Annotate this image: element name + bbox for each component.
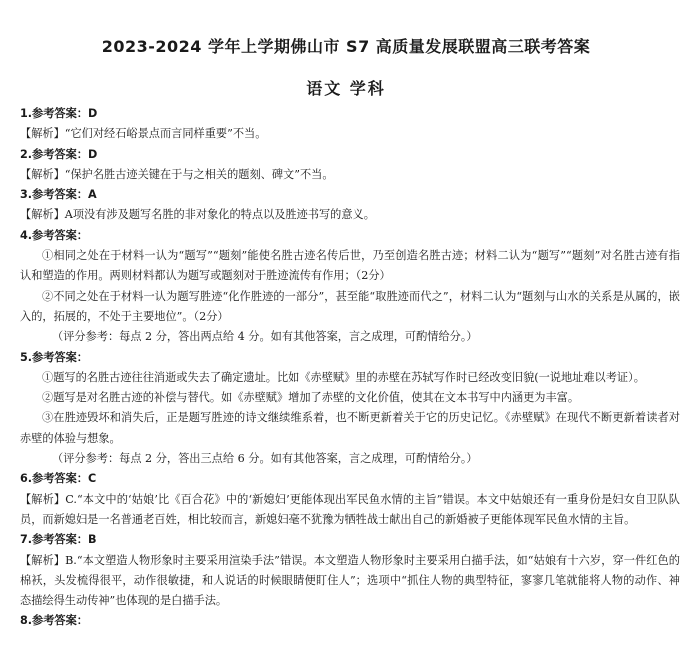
q4-point-1: ①相同之处在于材料一认为“题写”“题刻”能使名胜古迹名传后世，乃至创造名胜古迹；材料二认为“题写”“题刻”对名胜古迹有指认和塑造的作用。两则材料都认为题写或题刻对于胜迹流传有作用；（2分） — [20, 249, 680, 283]
document-subtitle: 语文 学科 — [306, 79, 386, 98]
q4-answer: 4.参考答案： — [20, 228, 88, 242]
q8-answer: 8.参考答案： — [20, 614, 88, 628]
document-title: 2023-2024 学年上学期佛山市 S7 高质量发展联盟高三联考答案 — [101, 37, 591, 56]
q5-point-2: ②题写是对名胜古迹的补偿与替代。如《赤壁赋》增加了赤壁的文化价值，使其在文本书写中内涵更为丰富。 — [42, 391, 580, 405]
q5-answer: 5.参考答案： — [20, 350, 88, 364]
q3-answer: 3.参考答案：A — [20, 188, 97, 202]
q3-analysis: 【解析】A项没有涉及题写名胜的非对象化的特点以及胜迹书写的意义。 — [20, 208, 375, 222]
q1-analysis: 【解析】“它们对经石峪景点而言同样重要”不当。 — [20, 127, 267, 141]
q7-answer: 7.参考答案：B — [20, 533, 97, 547]
q5-point-1: ①题写的名胜古迹往往消逝或失去了确定遗址。比如《赤壁赋》里的赤壁在苏轼写作时已经改变旧貌(一说地址难以考证）。 — [42, 370, 645, 384]
q5-scoring-note: （评分参考：每点 2 分，答出三点给 6 分。如有其他答案，言之成理，可酌情给分。） — [52, 452, 478, 466]
q6-answer: 6.参考答案：C — [20, 472, 97, 486]
q4-scoring-note: （评分参考：每点 2 分，答出两点给 4 分。如有其他答案，言之成理，可酌情给分。） — [52, 330, 478, 344]
q7-analysis: 【解析】B.“本文塑造人物形象时主要采用渲染手法”错误。本文塑造人物形象时主要采用白描手法，如“姑娘有十六岁，穿一件红色的棉袄，头发梳得很平，动作很敏捷，和人说话的时候眼睛便盯住人”；选项中“抓住人物的典型特征，寥寥几笔就能将人物的动作、神态描绘得生动传神”也体现的是白描手法。 — [20, 553, 680, 608]
q1-answer: 1.参考答案：D — [20, 107, 98, 120]
q6-analysis: 【解析】C.“本文中的‘姑娘’比《百合花》中的‘新媳妇’更能体现出军民鱼水情的主旨”错误。本文中姑娘还有一重身份是妇女自卫队队员，而新媳妇是一名普通老百姓，相比较而言，新媳妇毫不犹豫为牺牲战士献出自己的新婚被子更能体现军民鱼水情的主旨。 — [20, 492, 680, 526]
answer-content — [20, 104, 680, 632]
q5-point-3: ③在胜迹毁坏和消失后，正是题写胜迹的诗文继续维系着，也不断更新着关于它的历史记忆。《赤壁赋》在现代不断更新着读者对赤壁的体验与想象。 — [20, 411, 680, 445]
q4-point-2: ②不同之处在于材料一认为题写胜迹“化作胜迹的一部分”，甚至能“取胜迹而代之”，材料二认为“题刻与山水的关系是从属的，嵌入的，拓展的，不处于主要地位”。（2分） — [20, 289, 680, 323]
q2-analysis: 【解析】“保护名胜古迹关键在于与之相关的题刻、碑文”不当。 — [20, 167, 334, 181]
q2-answer: 2.参考答案：D — [20, 147, 98, 161]
